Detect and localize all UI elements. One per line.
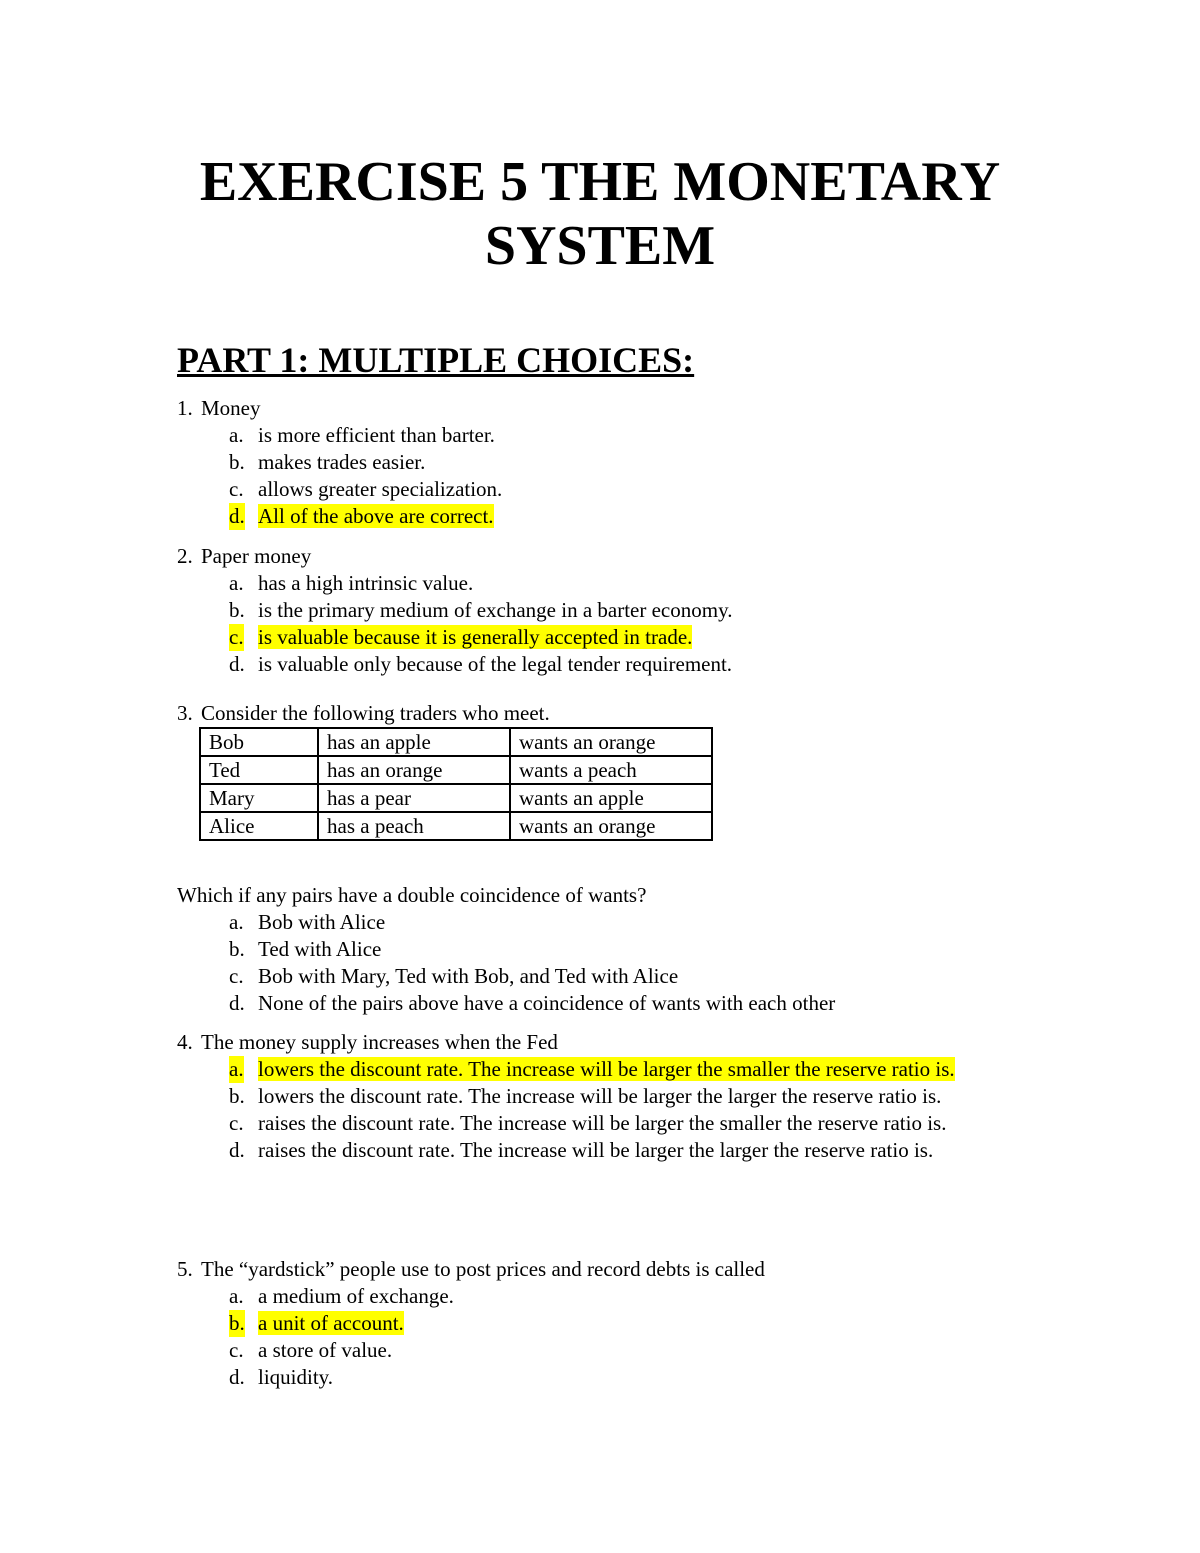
question-5 bbox=[177, 1256, 1057, 1391]
option-list bbox=[177, 422, 1057, 530]
trader-name: Bob bbox=[200, 728, 318, 756]
question-stem bbox=[177, 395, 1057, 422]
option-letter: d. bbox=[229, 1365, 245, 1389]
option-list bbox=[177, 570, 1057, 678]
option-c bbox=[177, 476, 1057, 503]
option-list bbox=[177, 909, 1057, 1017]
trader-wants: wants an orange bbox=[510, 728, 712, 756]
option-text: is valuable only because of the legal tender requirement. bbox=[258, 652, 733, 676]
question-stem bbox=[177, 1256, 1057, 1283]
option-letter: d. bbox=[229, 504, 245, 528]
question-number: 3. bbox=[177, 701, 193, 725]
option-letter: b. bbox=[229, 937, 245, 961]
trader-name: Alice bbox=[200, 812, 318, 840]
question-3 bbox=[177, 700, 1057, 727]
trader-wants: wants an apple bbox=[510, 784, 712, 812]
question-2 bbox=[177, 543, 1057, 678]
option-letter: a. bbox=[229, 1284, 244, 1308]
option-c-answer bbox=[177, 624, 1057, 651]
option-b bbox=[177, 1083, 1104, 1110]
page-title bbox=[0, 150, 1200, 278]
option-b-answer bbox=[177, 1310, 1057, 1337]
trader-name: Ted bbox=[200, 756, 318, 784]
option-text: has a high intrinsic value. bbox=[258, 571, 474, 595]
option-letter: d. bbox=[229, 1138, 245, 1162]
option-letter: c. bbox=[229, 1111, 244, 1135]
question-stem bbox=[177, 700, 1057, 727]
option-letter: c. bbox=[229, 625, 244, 649]
trader-has: has a pear bbox=[318, 784, 510, 812]
option-list bbox=[177, 1283, 1057, 1391]
question-text: Money bbox=[201, 396, 261, 420]
option-text: Ted with Alice bbox=[258, 937, 382, 961]
table-row bbox=[200, 784, 712, 812]
part-heading: PART 1: MULTIPLE CHOICES: bbox=[177, 340, 695, 380]
option-a-answer bbox=[177, 1056, 1104, 1083]
option-a bbox=[177, 1283, 1057, 1310]
question-1 bbox=[177, 395, 1057, 530]
option-a bbox=[177, 422, 1057, 449]
question-text: Consider the following traders who meet. bbox=[201, 701, 550, 725]
option-letter: c. bbox=[229, 477, 244, 501]
option-b bbox=[177, 936, 1057, 963]
trader-wants: wants a peach bbox=[510, 756, 712, 784]
highlighted-answer: is valuable because it is generally accepted in trade. bbox=[258, 625, 693, 649]
option-letter: d. bbox=[229, 991, 245, 1015]
highlighted-answer: lowers the discount rate. The increase will be larger the smaller the reserve ratio is. bbox=[258, 1057, 955, 1081]
option-text: raises the discount rate. The increase will be larger the larger the reserve ratio is. bbox=[258, 1138, 934, 1162]
trader-name: Mary bbox=[200, 784, 318, 812]
trader-wants: wants an orange bbox=[510, 812, 712, 840]
question-text: Paper money bbox=[201, 544, 312, 568]
option-letter: a. bbox=[229, 423, 244, 447]
page-title-line-1: EXERCISE 5 THE MONETARY bbox=[199, 151, 1001, 213]
option-letter: b. bbox=[229, 598, 245, 622]
page-title-line-2: SYSTEM bbox=[484, 215, 716, 277]
option-text: liquidity. bbox=[258, 1365, 334, 1389]
option-text: is more efficient than barter. bbox=[258, 423, 495, 447]
table-row bbox=[200, 728, 712, 756]
option-d bbox=[177, 1364, 1057, 1391]
option-letter: d. bbox=[229, 652, 245, 676]
option-letter: b. bbox=[229, 1311, 245, 1335]
traders-table bbox=[199, 727, 713, 841]
option-text: allows greater specialization. bbox=[258, 477, 503, 501]
option-text: Bob with Alice bbox=[258, 910, 386, 934]
option-text: a store of value. bbox=[258, 1338, 393, 1362]
trader-has: has a peach bbox=[318, 812, 510, 840]
option-text: None of the pairs above have a coincidence of wants with each other bbox=[258, 991, 836, 1015]
option-b bbox=[177, 597, 1057, 624]
question-4 bbox=[177, 1029, 1057, 1164]
option-c bbox=[177, 1110, 1104, 1137]
option-a bbox=[177, 570, 1057, 597]
option-letter: b. bbox=[229, 1084, 245, 1108]
option-c bbox=[177, 963, 1057, 990]
option-list bbox=[177, 1056, 1057, 1164]
option-text: a medium of exchange. bbox=[258, 1284, 454, 1308]
option-text: raises the discount rate. The increase will be larger the smaller the reserve ratio is. bbox=[258, 1111, 947, 1135]
option-d bbox=[177, 651, 1057, 678]
question-text: The “yardstick” people use to post prices and record debts is called bbox=[201, 1257, 765, 1281]
question-stem bbox=[177, 1029, 1057, 1056]
option-a bbox=[177, 909, 1057, 936]
question-text: The money supply increases when the Fed bbox=[201, 1030, 558, 1054]
question-number: 1. bbox=[177, 396, 193, 420]
option-d-answer bbox=[177, 503, 1057, 530]
question-stem bbox=[177, 543, 1057, 570]
option-d bbox=[177, 990, 1057, 1017]
option-text: makes trades easier. bbox=[258, 450, 426, 474]
table-row bbox=[200, 812, 712, 840]
option-letter: a. bbox=[229, 571, 244, 595]
option-letter: a. bbox=[229, 910, 244, 934]
option-b bbox=[177, 449, 1057, 476]
question-number: 2. bbox=[177, 544, 193, 568]
question-3-followup bbox=[177, 882, 1057, 1017]
option-letter: c. bbox=[229, 1338, 244, 1362]
option-text: lowers the discount rate. The increase will be larger the larger the reserve ratio is. bbox=[258, 1084, 942, 1108]
highlighted-answer: All of the above are correct. bbox=[258, 504, 494, 528]
trader-has: has an orange bbox=[318, 756, 510, 784]
question-text: Which if any pairs have a double coincidence of wants? bbox=[177, 883, 647, 907]
trader-has: has an apple bbox=[318, 728, 510, 756]
option-text: Bob with Mary, Ted with Bob, and Ted with Alice bbox=[258, 964, 679, 988]
option-text: is the primary medium of exchange in a barter economy. bbox=[258, 598, 733, 622]
question-number: 4. bbox=[177, 1030, 193, 1054]
option-letter: a. bbox=[229, 1057, 244, 1081]
option-letter: b. bbox=[229, 450, 245, 474]
highlighted-answer: a unit of account. bbox=[258, 1311, 404, 1335]
option-letter: c. bbox=[229, 964, 244, 988]
question-number: 5. bbox=[177, 1257, 193, 1281]
option-c bbox=[177, 1337, 1057, 1364]
table-row bbox=[200, 756, 712, 784]
option-d bbox=[177, 1137, 1057, 1164]
